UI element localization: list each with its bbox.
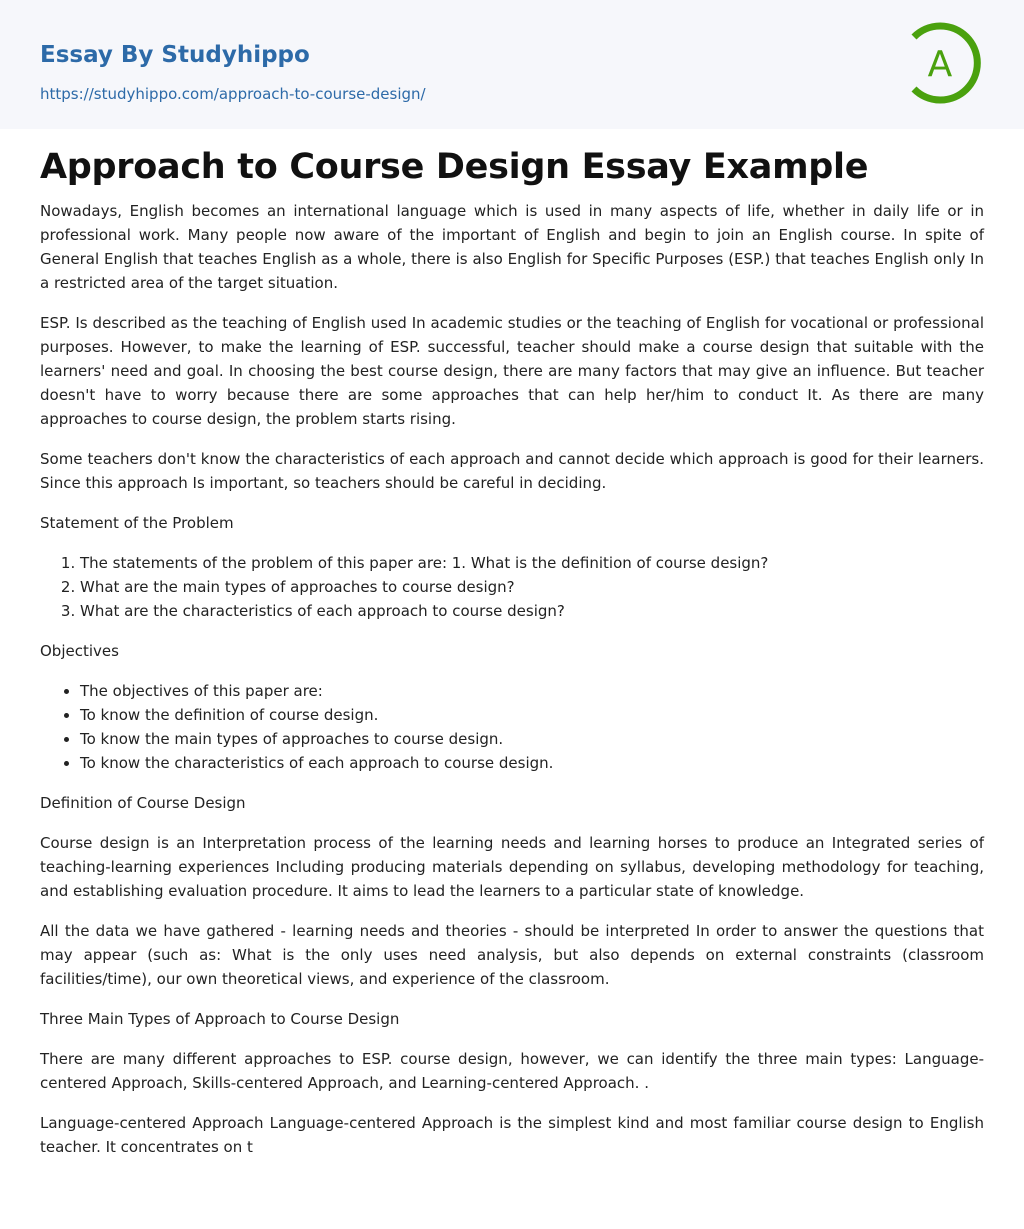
list-item: • To know the main types of approaches to course design. (80, 727, 984, 751)
site-header (0, 0, 1024, 129)
logo-icon[interactable] (900, 18, 990, 108)
paragraph: ESP. Is described as the teaching of English used In academic studies or the teaching of English for vocational or professional purposes. However, to make the learning of ESP. successful, teacher should make a course design that suitable with the learners' need and goal. In choosing the best course design, there are many factors that may give an influence. But teacher doesn't have to worry because there are some approaches that can help her/him to conduct It. As there are many approaches to course design, the problem starts rising. (40, 314, 984, 428)
brand-name[interactable]: Essay By Studyhippo (40, 42, 310, 68)
problem-list (40, 551, 984, 623)
list-item: • To know the definition of course design. (80, 703, 984, 727)
list-item: 1. The statements of the problem of this paper are: 1. What is the definition of course design? (80, 551, 984, 575)
paragraph: There are many different approaches to ESP. course design, however, we can identify the three main types: Language-centered Approach, Skills-centered Approach, and Learning-centered Approach. . (40, 1050, 984, 1092)
paragraph: Language-centered Approach Language-centered Approach is the simplest kind and most familiar course design to English teacher. It concentrates on t (40, 1114, 984, 1156)
list-item: • The objectives of this paper are: (80, 679, 984, 703)
logo-letter: A (927, 44, 953, 85)
section-heading: Definition of Course Design (40, 794, 246, 812)
page-url-link[interactable]: https://studyhippo.com/approach-to-course-design/ (40, 85, 426, 103)
section-heading: Statement of the Problem (40, 514, 234, 532)
list-item: 3. What are the characteristics of each approach to course design? (80, 599, 984, 623)
section-heading: Objectives (40, 642, 119, 660)
paragraph: Course design is an Interpretation process of the learning needs and learning horses to produce an Integrated series of teaching-learning experiences Including producing materials depending on syllabus, developing methodology for teaching, and establishing evaluation procedure. It aims to lead the learners to a particular state of knowledge. (40, 834, 984, 900)
page-title: Approach to Course Design Essay Example (40, 147, 869, 187)
list-item: • To know the characteristics of each approach to course design. (80, 751, 984, 775)
paragraph: All the data we have gathered - learning needs and theories - should be interpreted In order to answer the questions that may appear (such as: What is the only uses need analysis, but also depends on external constraints (classroom facilities/time), our own theoretical views, and experience of the classroom. (40, 922, 984, 988)
objectives-list (40, 679, 984, 775)
paragraph: Some teachers don't know the characteristics of each approach and cannot decide which approach is good for their learners. Since this approach Is important, so teachers should be careful in deciding. (40, 450, 984, 492)
paragraph: Nowadays, English becomes an international language which is used in many aspects of life, whether in daily life or in professional work. Many people now aware of the important of English and begin to join an English course. In spite of General English that teaches English as a whole, there is also English for Specific Purposes (ESP.) that teaches English only In a restricted area of the target situation. (40, 202, 984, 292)
essay-content (0, 147, 1024, 1159)
section-heading: Three Main Types of Approach to Course Design (40, 1010, 400, 1028)
list-item: 2. What are the main types of approaches to course design? (80, 575, 984, 599)
